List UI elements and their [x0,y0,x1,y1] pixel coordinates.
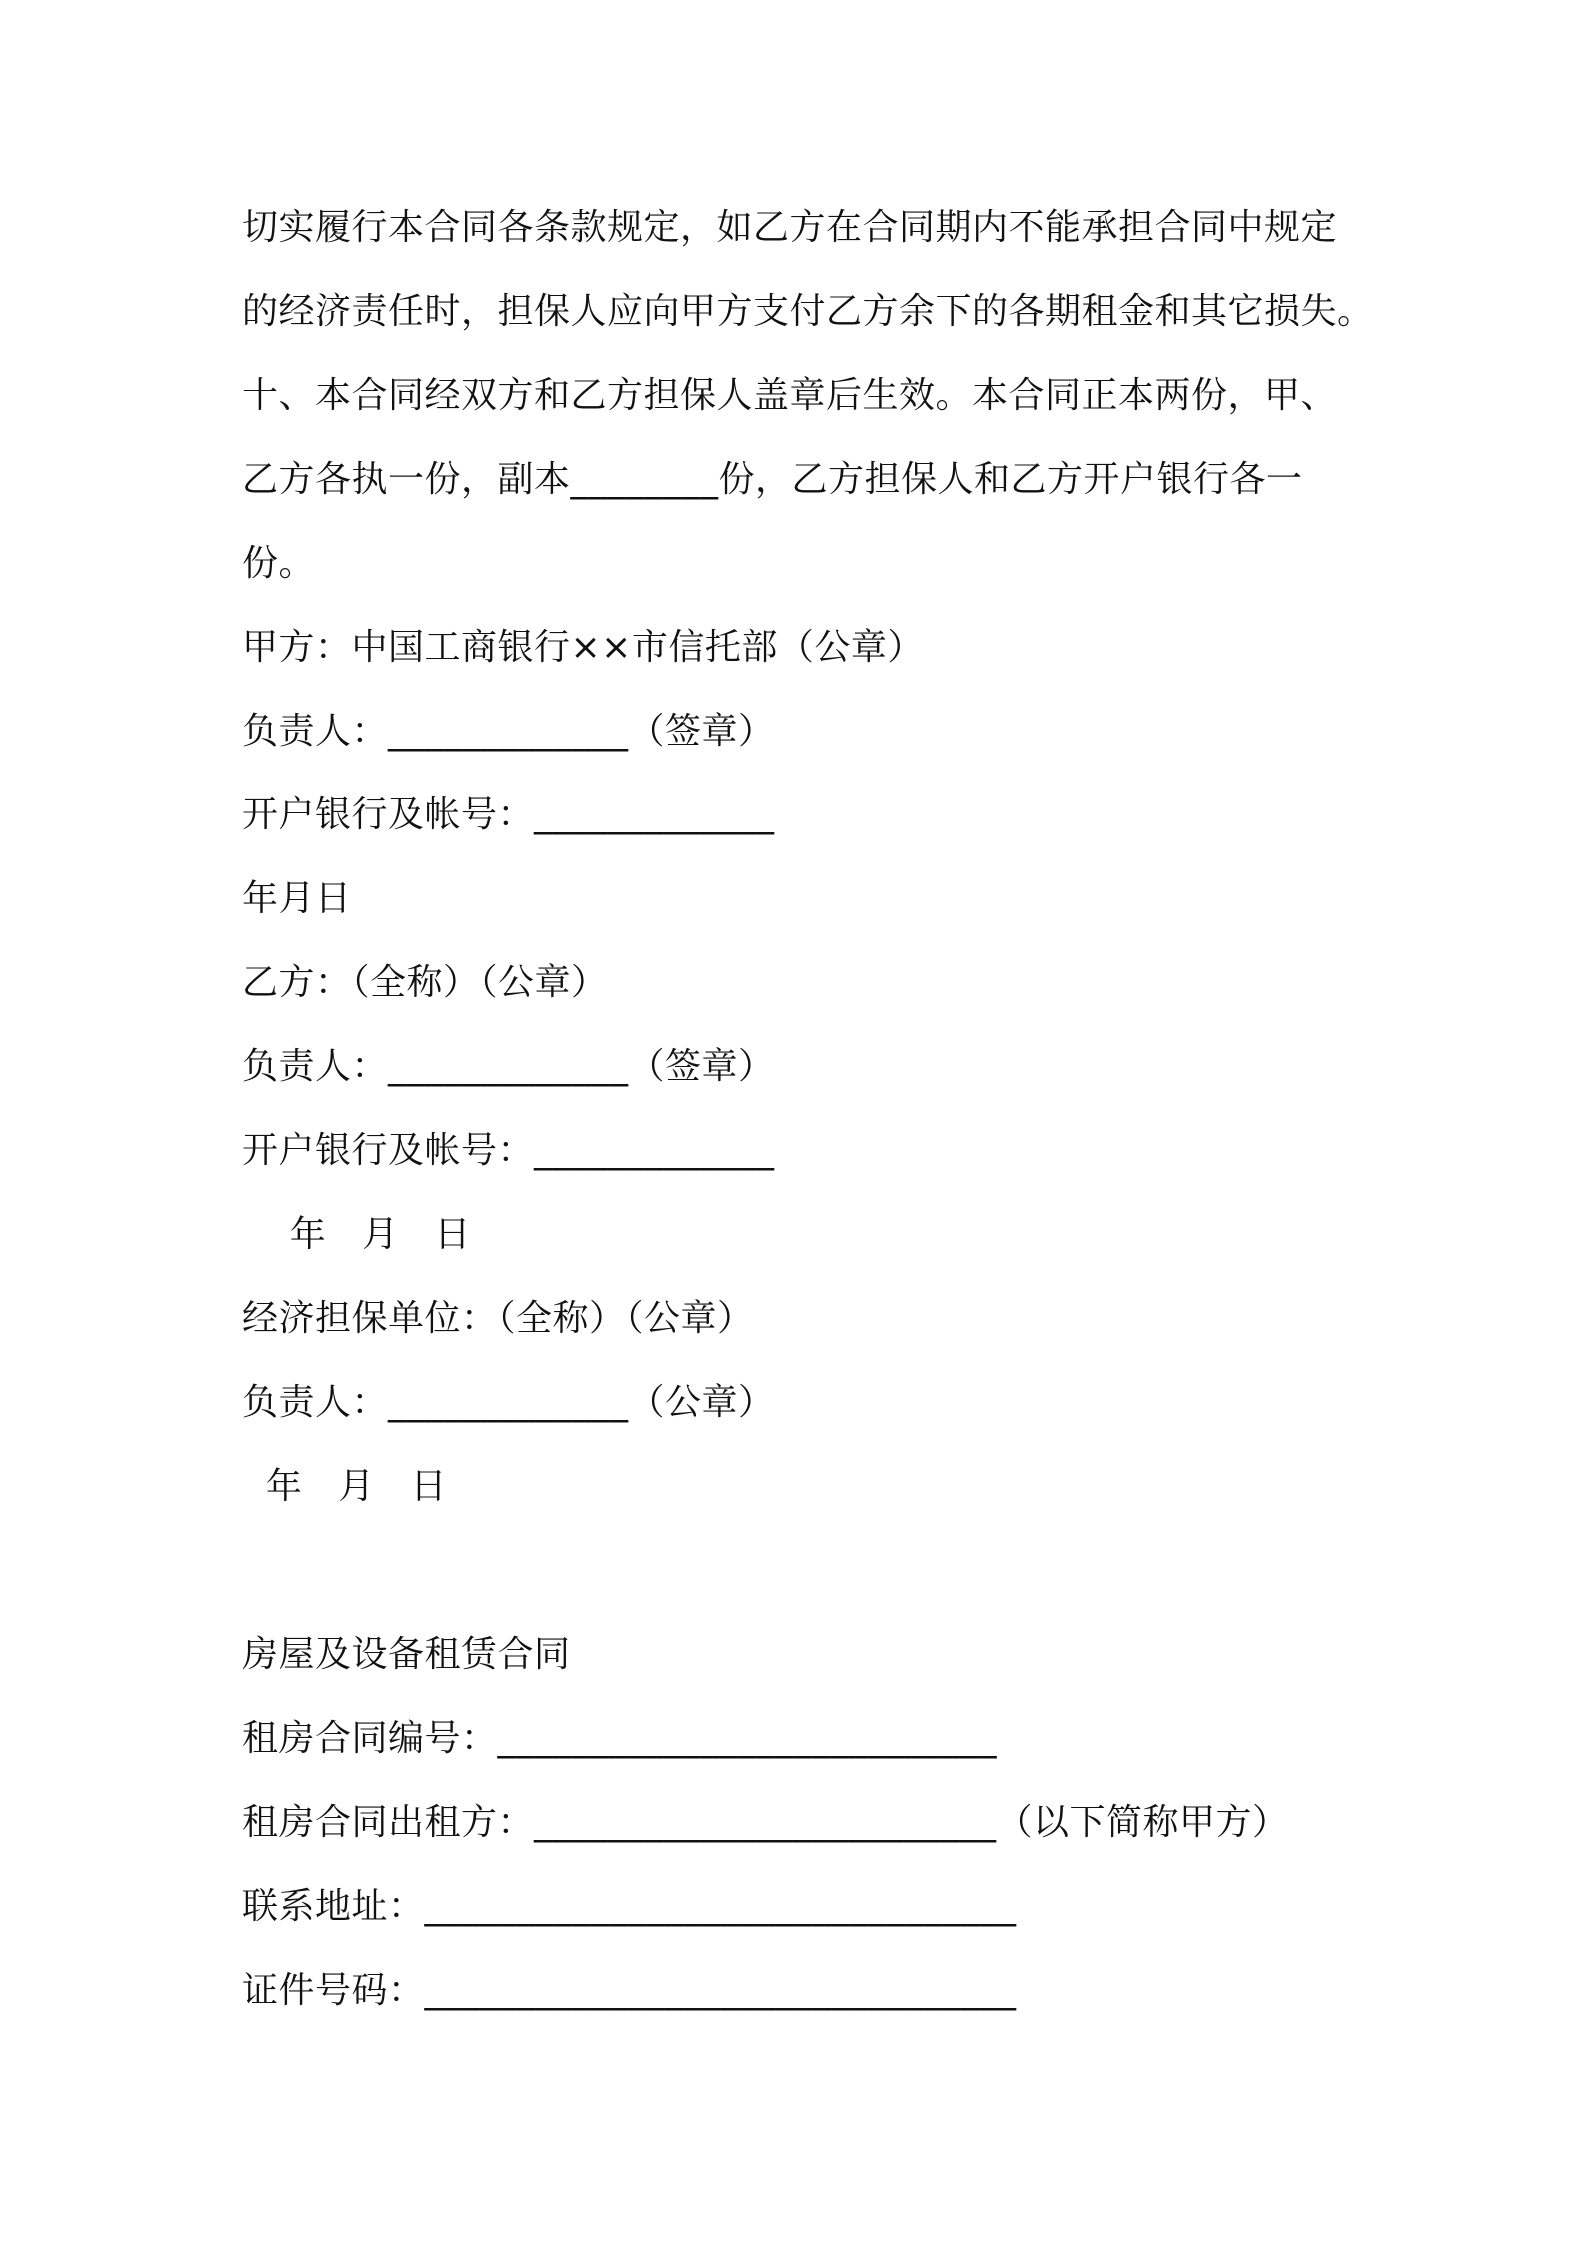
party-b-responsible-person: 负责人：_____________（签章） [242,1046,775,1087]
contract-text-line: 份。 [242,543,316,584]
party-a-name: 甲方：中国工商银行××市信托部（公章） [242,627,924,668]
party-a-responsible-person: 负责人：_____________（签章） [242,711,775,752]
guarantor-name: 经济担保单位：（全称）（公章） [242,1298,754,1339]
contact-address-field: 联系地址：________________________________ [242,1886,1017,1927]
party-b-bank-account: 开户银行及帐号：_____________ [242,1130,775,1171]
contract-text-line: 十、本合同经双方和乙方担保人盖章后生效。本合同正本两份，甲、 [242,375,1338,416]
new-contract-title: 房屋及设备租赁合同 [242,1634,571,1675]
contract-text-line: 乙方各执一份，副本________份，乙方担保人和乙方开户银行各一 [242,459,1303,500]
guarantor-responsible-person: 负责人：_____________（公章） [242,1382,775,1423]
lessor-field: 租房合同出租方：_________________________（以下简称甲方） [242,1802,1289,1843]
party-a-date: 年月日 [242,878,352,919]
party-b-name: 乙方：（全称）（公章） [242,962,608,1003]
contract-text-line: 切实履行本合同各条款规定，如乙方在合同期内不能承担合同中规定 [242,207,1338,248]
contract-text-line: 的经济责任时，担保人应向甲方支付乙方余下的各期租金和其它损失。 [242,291,1374,332]
contract-number-field: 租房合同编号：___________________________ [242,1718,998,1759]
party-a-bank-account: 开户银行及帐号：_____________ [242,794,775,835]
party-b-date: 年 月 日 [242,1214,471,1255]
id-number-field: 证件号码：________________________________ [242,1970,1017,2011]
guarantor-date: 年 月 日 [242,1466,448,1507]
